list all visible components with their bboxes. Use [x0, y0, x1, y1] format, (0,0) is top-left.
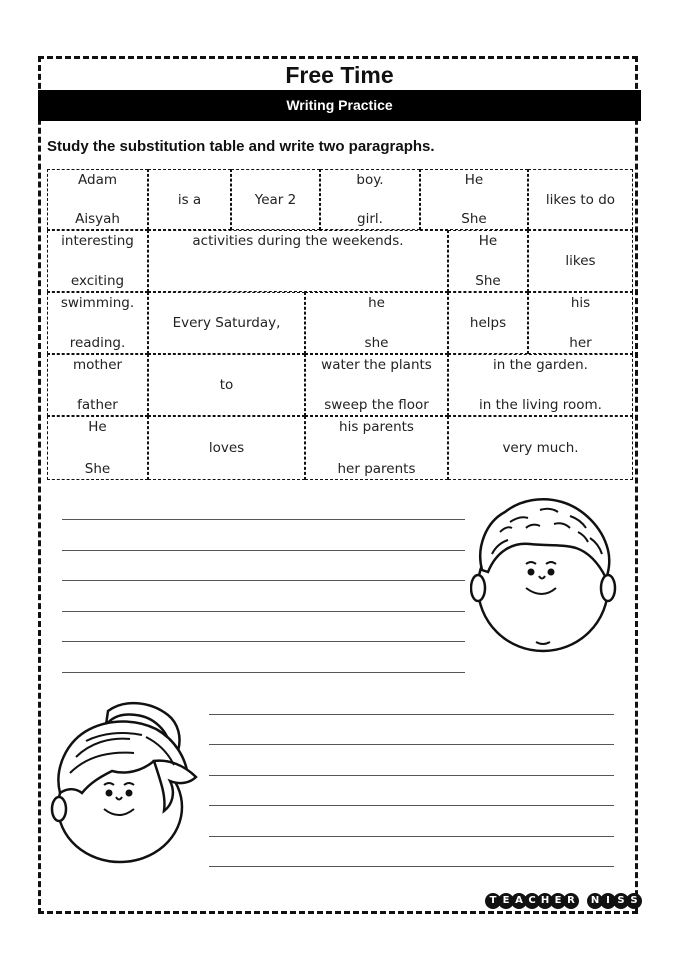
writing-line[interactable]: [209, 714, 614, 715]
table-cell: [148, 169, 231, 230]
writing-line[interactable]: [62, 672, 465, 673]
table-cell: [305, 354, 448, 416]
cell-option: He: [464, 172, 484, 188]
writing-line[interactable]: [62, 550, 465, 551]
boy-face-icon: [470, 492, 620, 662]
table-cell: [528, 169, 633, 230]
writing-line[interactable]: [62, 580, 465, 581]
brand-letter: R: [563, 893, 579, 909]
table-cell: [148, 292, 305, 354]
writing-line[interactable]: [209, 866, 614, 867]
cell-option: her parents: [337, 461, 416, 477]
subtitle-banner: Writing Practice: [38, 90, 641, 121]
cell-option: boy.: [356, 172, 384, 188]
table-cell: [47, 416, 148, 480]
cell-text: loves: [208, 440, 245, 456]
writing-line[interactable]: [62, 519, 465, 520]
table-cell: [47, 354, 148, 416]
table-cell: [448, 416, 633, 480]
table-cell: [231, 169, 320, 230]
cell-text: likes: [565, 253, 596, 269]
cell-option: Adam: [78, 172, 117, 188]
brand-letter: E: [498, 893, 514, 909]
cell-option: She: [475, 273, 501, 289]
table-cell: [148, 354, 305, 416]
brand-letter: H: [537, 893, 553, 909]
table-cell: [528, 230, 633, 292]
table-cell: [305, 416, 448, 480]
table-cell: [320, 169, 420, 230]
table-cell: [448, 292, 528, 354]
girl-face-icon: [50, 697, 205, 867]
cell-option: sweep the floor: [324, 397, 429, 413]
cell-text: Year 2: [254, 191, 297, 208]
brand-letter: S: [613, 893, 629, 909]
table-cell: [148, 230, 448, 292]
brand-letter: A: [511, 893, 527, 909]
cell-text: likes to do: [545, 191, 616, 208]
cell-option: She: [461, 211, 487, 227]
brand-letter: I: [600, 893, 616, 909]
cell-text: helps: [469, 315, 507, 331]
table-cell: [448, 354, 633, 416]
cell-option: she: [364, 335, 389, 351]
cell-option: in the living room.: [479, 397, 602, 413]
writing-line[interactable]: [209, 744, 614, 745]
cell-option: swimming.: [60, 295, 135, 311]
brand-letter: S: [626, 893, 642, 909]
brand-letter: C: [524, 893, 540, 909]
cell-option: his parents: [339, 419, 414, 435]
brand-letter: T: [485, 893, 501, 909]
cell-option: interesting: [61, 233, 134, 249]
cell-option: he: [368, 295, 385, 311]
cell-text: Every Saturday,: [172, 315, 281, 331]
cell-option: She: [84, 461, 111, 477]
cell-option: reading.: [69, 335, 126, 351]
cell-option: Aisyah: [75, 211, 120, 227]
cell-option: in the garden.: [493, 357, 588, 373]
cell-option: girl.: [357, 211, 383, 227]
cell-text: to: [219, 377, 234, 393]
writing-line[interactable]: [209, 805, 614, 806]
cell-option: exciting: [70, 273, 125, 289]
cell-text: activities during the weekends.: [192, 233, 404, 249]
writing-line[interactable]: [62, 611, 465, 612]
writing-line[interactable]: [62, 641, 465, 642]
brand-letter: N: [587, 893, 603, 909]
cell-option: his: [570, 295, 591, 311]
instruction-text: Study the substitution table and write two paragraphs.: [47, 138, 435, 155]
cell-option: father: [77, 397, 118, 413]
brand-logo: [485, 893, 640, 911]
writing-line[interactable]: [209, 836, 614, 837]
table-cell: [448, 230, 528, 292]
table-cell: [528, 292, 633, 354]
cell-option: water the plants: [321, 357, 432, 373]
table-cell: [47, 169, 148, 230]
writing-line[interactable]: [209, 775, 614, 776]
table-cell: [420, 169, 528, 230]
cell-option: her: [569, 335, 592, 351]
cell-option: He: [88, 419, 107, 435]
cell-text: is a: [177, 191, 202, 208]
cell-option: He: [478, 233, 498, 249]
table-cell: [305, 292, 448, 354]
table-cell: [148, 416, 305, 480]
page-title: Free Time: [285, 62, 394, 88]
cell-option: mother: [72, 357, 123, 373]
cell-text: very much.: [502, 440, 579, 456]
table-cell: [47, 292, 148, 354]
brand-letter: E: [550, 893, 566, 909]
table-cell: [47, 230, 148, 292]
